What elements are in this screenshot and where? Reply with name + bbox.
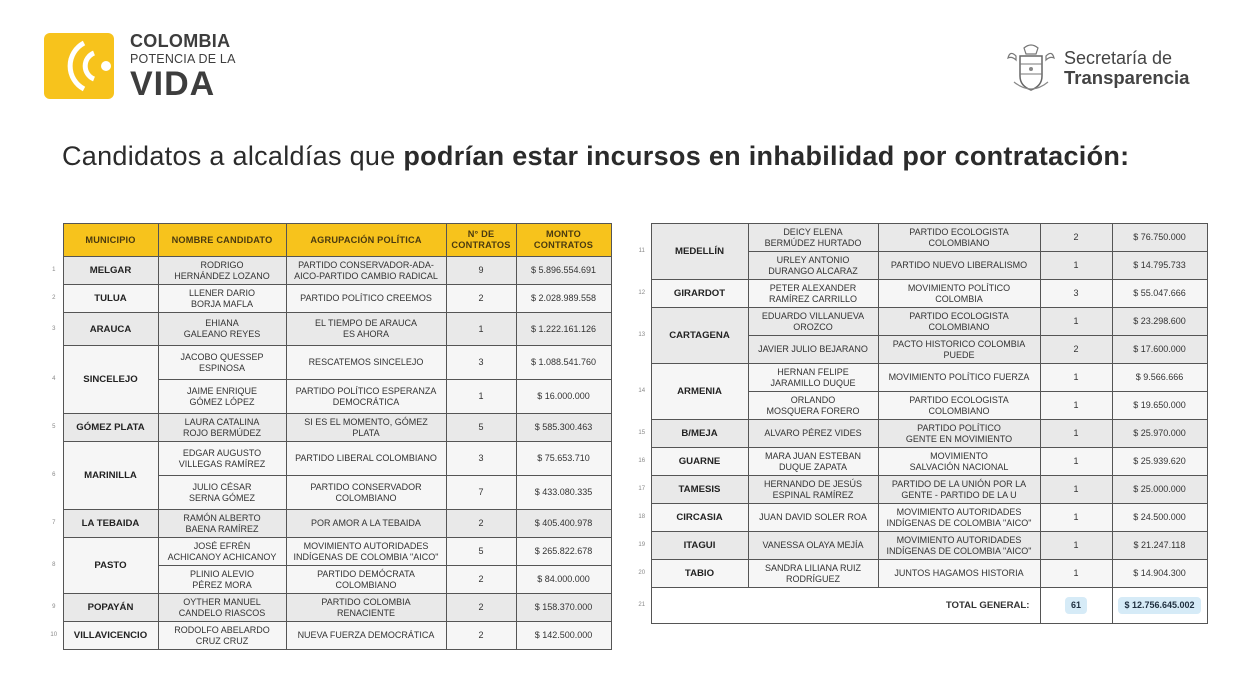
candidate-name-line1: JOSÉ EFRÉN (193, 540, 251, 551)
party-line1: MOVIMIENTO POLÍTICO FUERZA (888, 372, 1030, 382)
candidate-name-line1: URLEY ANTONIO (776, 254, 850, 265)
row-index: 11 (633, 224, 651, 280)
cell-municipio: CIRCASIA (651, 504, 748, 532)
col-header-municipio: MUNICIPIO (63, 224, 158, 257)
cell-amount: $ 25.970.000 (1112, 420, 1207, 448)
party-line1: PARTIDO POLÍTICO CREEMOS (300, 293, 432, 303)
party-line1: NUEVA FUERZA DEMOCRÁTICA (297, 630, 435, 640)
party-line1: PARTIDO DE LA UNIÓN POR LA (891, 478, 1027, 489)
cell-municipio: GIRARDOT (651, 280, 748, 308)
table-row (633, 420, 1207, 448)
candidate-name-line2: DUQUE ZAPATA (778, 461, 847, 472)
row-index: 3 (45, 313, 63, 346)
cell-candidate-name (158, 566, 286, 594)
party-line1: MOVIMIENTO POLÍTICO (907, 282, 1011, 293)
candidate-name-line1: JAIME ENRIQUE (186, 385, 257, 396)
party-line1: PARTIDO CONSERVADOR (310, 481, 422, 492)
cell-contracts: 2 (1040, 336, 1112, 364)
candidate-name-line1: JACOBO QUESSEP (180, 351, 264, 362)
cell-amount: $ 21.247.118 (1112, 532, 1207, 560)
logo-line-secretaria: Secretaría de (1064, 47, 1173, 68)
cell-contracts: 1 (1040, 392, 1112, 420)
cell-amount: $ 1.088.541.760 (516, 346, 611, 380)
table-row (45, 313, 611, 346)
party-line2: RENACIENTE (336, 607, 395, 618)
candidate-name-line1: EDGAR AUGUSTO (182, 447, 262, 458)
total-contracts-cell (1040, 588, 1112, 624)
cell-candidate-name (748, 336, 878, 364)
party-line2: DEMOCRÁTICA (332, 396, 400, 407)
cell-contracts: 1 (1040, 252, 1112, 280)
table-row (633, 280, 1207, 308)
party-line2: COLOMBIANO (928, 237, 990, 248)
cell-party (878, 476, 1040, 504)
cell-municipio: TABIO (651, 560, 748, 588)
candidate-name-line1: JUAN DAVID SOLER ROA (759, 512, 867, 522)
cell-party (878, 280, 1040, 308)
party-line1: PARTIDO ECOLOGISTA (909, 226, 1009, 237)
table-row (633, 504, 1207, 532)
cell-contracts: 1 (446, 380, 516, 414)
cell-amount: $ 55.047.666 (1112, 280, 1207, 308)
candidate-name-line1: OYTHER MANUEL (183, 596, 261, 607)
candidate-name-line1: PLINIO ALEVIO (189, 568, 255, 579)
cell-amount: $ 5.896.554.691 (516, 257, 611, 285)
cell-party (878, 224, 1040, 252)
cell-party (286, 285, 446, 313)
candidate-name-line2: BERMÚDEZ HURTADO (764, 237, 862, 248)
cell-amount: $ 24.500.000 (1112, 504, 1207, 532)
party-line1: POR AMOR A LA TEBAIDA (311, 518, 421, 528)
col-header-agrupacion: AGRUPACIÓN POLÍTICA (286, 224, 446, 257)
cell-candidate-name (748, 420, 878, 448)
candidate-name-line2: RODRÍGUEZ (786, 573, 840, 584)
cell-candidate-name (158, 622, 286, 650)
cell-amount: $ 14.795.733 (1112, 252, 1207, 280)
party-line2: AICO-PARTIDO CAMBIO RADICAL (294, 270, 438, 281)
cell-contracts: 2 (446, 510, 516, 538)
cell-candidate-name (158, 346, 286, 380)
row-index: 2 (45, 285, 63, 313)
row-index: 20 (633, 560, 651, 588)
candidate-name-line1: JULIO CÉSAR (192, 481, 252, 492)
logo-line-colombia: COLOMBIA (130, 31, 231, 51)
row-index: 9 (45, 594, 63, 622)
row-index: 6 (45, 442, 63, 510)
party-line1: MOVIMIENTO AUTORIDADES (896, 506, 1022, 517)
cell-amount: $ 2.028.989.558 (516, 285, 611, 313)
candidate-name-line2: BORJA MAFLA (190, 298, 253, 309)
candidate-name-line1: HERNAN FELIPE (777, 366, 849, 377)
cell-amount: $ 433.080.335 (516, 476, 611, 510)
table-row (45, 285, 611, 313)
colombia-potencia-vida-logo-icon (44, 33, 114, 99)
table-row (45, 594, 611, 622)
table-row (45, 442, 611, 476)
cell-contracts: 3 (446, 442, 516, 476)
cell-candidate-name (158, 510, 286, 538)
total-amount: $ 12.756.645.002 (1118, 597, 1200, 614)
party-line1: PARTIDO NUEVO LIBERALISMO (890, 260, 1028, 270)
party-line1: PARTIDO ECOLOGISTA (909, 310, 1009, 321)
candidate-name-line1: ORLANDO (790, 394, 836, 405)
cell-candidate-name (158, 313, 286, 346)
candidate-name-line2: GÓMEZ LÓPEZ (189, 396, 255, 407)
cell-candidate-name (748, 280, 878, 308)
total-row (633, 588, 1207, 624)
cell-candidate-name (748, 504, 878, 532)
cell-party (878, 364, 1040, 392)
table-row (633, 364, 1207, 392)
party-line2: GENTE - PARTIDO DE LA U (901, 489, 1017, 500)
party-line2: PUEDE (943, 349, 975, 360)
cell-party (878, 448, 1040, 476)
row-index: 1 (45, 257, 63, 285)
cell-contracts: 7 (446, 476, 516, 510)
party-line2: COLOMBIANO (928, 405, 990, 416)
candidate-name-line2: ESPINAL RAMÍREZ (772, 489, 854, 500)
table-row (45, 538, 611, 566)
col-header-nombre: NOMBRE CANDIDATO (158, 224, 286, 257)
party-line2: ES AHORA (342, 329, 389, 339)
candidate-name-line2: BAENA RAMÍREZ (185, 523, 259, 534)
cell-party (878, 252, 1040, 280)
cell-party (286, 380, 446, 414)
cell-candidate-name (748, 476, 878, 504)
party-line2: COLOMBIANO (335, 492, 397, 503)
cell-candidate-name (158, 442, 286, 476)
table-row (633, 224, 1207, 252)
party-line1: MOVIMIENTO (930, 450, 988, 461)
candidate-name-line2: JARAMILLO DUQUE (770, 377, 856, 388)
cell-contracts: 1 (1040, 308, 1112, 336)
cell-amount: $ 9.566.666 (1112, 364, 1207, 392)
party-line1: RESCATEMOS SINCELEJO (308, 357, 424, 367)
cell-candidate-name (158, 257, 286, 285)
party-line2: COLOMBIANO (335, 579, 397, 590)
table-row (633, 476, 1207, 504)
party-line1: JUNTOS HAGAMOS HISTORIA (894, 568, 1024, 578)
cell-party (286, 538, 446, 566)
cell-amount: $ 585.300.463 (516, 414, 611, 442)
cell-party (286, 476, 446, 510)
cell-municipio: PASTO (63, 538, 158, 594)
cell-contracts: 2 (446, 622, 516, 650)
cell-contracts: 1 (1040, 532, 1112, 560)
cell-candidate-name (748, 252, 878, 280)
cell-party (878, 392, 1040, 420)
cell-party (878, 336, 1040, 364)
candidate-name-line1: SANDRA LILIANA RUIZ (764, 562, 862, 573)
cell-contracts: 1 (1040, 364, 1112, 392)
cell-party (286, 622, 446, 650)
cell-party (286, 594, 446, 622)
cell-candidate-name (748, 392, 878, 420)
row-index: 8 (45, 538, 63, 594)
candidate-name-line1: DEICY ELENA (783, 226, 843, 237)
cell-municipio: MEDELLÍN (651, 224, 748, 280)
cell-contracts: 5 (446, 414, 516, 442)
candidate-name-line1: RODRIGO (200, 259, 244, 270)
candidate-name-line1: EDUARDO VILLANUEVA (761, 310, 865, 321)
candidate-name-line2: ROJO BERMÚDEZ (182, 427, 261, 438)
party-line1: PACTO HISTORICO COLOMBIA (892, 338, 1026, 349)
cell-municipio: TAMESIS (651, 476, 748, 504)
candidate-name-line1: LAURA CATALINA (184, 416, 260, 427)
party-line1: MOVIMIENTO AUTORIDADES (303, 540, 429, 551)
cell-contracts: 3 (446, 346, 516, 380)
cell-contracts: 9 (446, 257, 516, 285)
cell-candidate-name (748, 560, 878, 588)
cell-candidate-name (748, 448, 878, 476)
table-row (45, 257, 611, 285)
candidate-name-line2: VILLEGAS RAMÍREZ (178, 458, 266, 469)
candidate-name-line1: MARA JUAN ESTEBAN (764, 450, 862, 461)
row-index: 12 (633, 280, 651, 308)
cell-amount: $ 76.750.000 (1112, 224, 1207, 252)
cell-amount: $ 405.400.978 (516, 510, 611, 538)
cell-candidate-name (748, 224, 878, 252)
cell-municipio: SINCELEJO (63, 346, 158, 414)
title-regular: Candidatos a alcaldías que (62, 141, 404, 171)
cell-amount: $ 16.000.000 (516, 380, 611, 414)
cell-municipio: TULUA (63, 285, 158, 313)
candidate-name-line1: ALVARO PÉREZ VIDES (764, 428, 862, 438)
candidate-name-line2: CANDELO RIASCOS (178, 607, 266, 618)
party-line1: PARTIDO CONSERVADOR-ADA- (298, 259, 434, 270)
candidate-name-line2: GALEANO REYES (183, 329, 261, 339)
table-row (45, 622, 611, 650)
cell-municipio: VILLAVICENCIO (63, 622, 158, 650)
cell-contracts: 2 (446, 566, 516, 594)
table-row (633, 308, 1207, 336)
party-line1: MOVIMIENTO AUTORIDADES (896, 534, 1022, 545)
cell-contracts: 5 (446, 538, 516, 566)
party-line2: COLOMBIA (935, 293, 983, 304)
row-index: 15 (633, 420, 651, 448)
party-line2: GENTE EN MOVIMIENTO (905, 433, 1013, 444)
cell-contracts: 1 (1040, 420, 1112, 448)
candidate-name-line2: DURANGO ALCARAZ (768, 265, 858, 276)
party-line2: SALVACIÓN NACIONAL (909, 461, 1009, 472)
title-bold: podrían estar incursos en inhabilidad por contratación: (403, 141, 1130, 171)
party-line2: INDÍGENAS DE COLOMBIA "AICO" (886, 545, 1032, 556)
row-index: 10 (45, 622, 63, 650)
candidate-name-line1: RAMÓN ALBERTO (183, 512, 261, 523)
cell-party (286, 313, 446, 346)
party-line1: SI ES EL MOMENTO, GÓMEZ (304, 416, 428, 427)
party-line1: PARTIDO LIBERAL COLOMBIANO (295, 453, 437, 463)
party-line1: PARTIDO ECOLOGISTA (909, 394, 1009, 405)
cell-candidate-name (158, 414, 286, 442)
cell-amount: $ 75.653.710 (516, 442, 611, 476)
cell-amount: $ 25.939.620 (1112, 448, 1207, 476)
cell-candidate-name (158, 594, 286, 622)
col-header-contratos: N° DE CONTRATOS (446, 224, 516, 257)
cell-municipio: ITAGUI (651, 532, 748, 560)
candidate-name-line2: OROZCO (793, 321, 833, 332)
candidates-table-left (45, 223, 612, 650)
candidate-name-line2: HERNÁNDEZ LOZANO (174, 270, 270, 281)
cell-party (878, 504, 1040, 532)
cell-contracts: 3 (1040, 280, 1112, 308)
party-line1: EL TIEMPO DE ARAUCA (314, 318, 418, 328)
cell-party (878, 420, 1040, 448)
candidate-name-line2: SERNA GÓMEZ (188, 492, 255, 503)
cell-municipio: LA TEBAIDA (63, 510, 158, 538)
cell-municipio: ARAUCA (63, 313, 158, 346)
table-row (45, 346, 611, 380)
table-row (633, 560, 1207, 588)
cell-amount: $ 84.000.000 (516, 566, 611, 594)
table-row (633, 532, 1207, 560)
cell-contracts: 1 (1040, 476, 1112, 504)
page-title (62, 142, 1160, 171)
cell-municipio: ARMENIA (651, 364, 748, 420)
row-index: 13 (633, 308, 651, 364)
cell-amount: $ 158.370.000 (516, 594, 611, 622)
candidate-name-line2: CRUZ CRUZ (195, 635, 249, 646)
logo-line-transparencia: Transparencia (1064, 66, 1190, 88)
total-amount-cell (1112, 588, 1207, 624)
cell-amount: $ 19.650.000 (1112, 392, 1207, 420)
cell-amount: $ 14.904.300 (1112, 560, 1207, 588)
cell-contracts: 1 (1040, 504, 1112, 532)
cell-municipio: GUARNE (651, 448, 748, 476)
party-line2: PLATA (352, 427, 380, 438)
cell-candidate-name (748, 532, 878, 560)
candidate-name-line2: RAMÍREZ CARRILLO (768, 293, 857, 304)
candidate-name-line2: ACHICANOY ACHICANOY (167, 551, 277, 562)
cell-municipio: CARTAGENA (651, 308, 748, 364)
candidates-table-right (633, 223, 1208, 624)
row-index: 16 (633, 448, 651, 476)
party-line1: PARTIDO DEMÓCRATA (317, 568, 415, 579)
candidate-name-line2: ESPINOSA (198, 362, 245, 373)
row-index: 18 (633, 504, 651, 532)
total-label: TOTAL GENERAL: (651, 588, 1040, 624)
candidate-name-line2: MOSQUERA FORERO (766, 405, 860, 416)
party-line2: COLOMBIANO (928, 321, 990, 332)
cell-contracts: 1 (1040, 448, 1112, 476)
cell-municipio: POPAYÁN (63, 594, 158, 622)
table-row (45, 510, 611, 538)
cell-contracts: 2 (1040, 224, 1112, 252)
colombia-coat-of-arms-icon (1006, 42, 1056, 94)
cell-party (286, 566, 446, 594)
cell-contracts: 2 (446, 285, 516, 313)
col-header-monto: MONTO CONTRATOS (516, 224, 611, 257)
cell-contracts: 2 (446, 594, 516, 622)
cell-party (286, 510, 446, 538)
cell-candidate-name (158, 285, 286, 313)
candidate-name-line1: HERNANDO DE JESÚS (763, 478, 862, 489)
party-line1: PARTIDO COLOMBIA (321, 596, 411, 607)
row-index: 19 (633, 532, 651, 560)
cell-amount: $ 1.222.161.126 (516, 313, 611, 346)
cell-amount: $ 265.822.678 (516, 538, 611, 566)
cell-contracts: 1 (1040, 560, 1112, 588)
cell-amount: $ 17.600.000 (1112, 336, 1207, 364)
party-line2: INDÍGENAS DE COLOMBIA "AICO" (886, 517, 1032, 528)
candidate-name-line1: LLENER DARIO (188, 287, 256, 298)
party-line2: INDÍGENAS DE COLOMBIA "AICO" (293, 551, 439, 562)
cell-amount: $ 142.500.000 (516, 622, 611, 650)
colombia-potencia-vida-logo (44, 32, 236, 101)
cell-candidate-name (158, 476, 286, 510)
candidate-name-line1: VANESSA OLAYA MEJÍA (762, 540, 864, 550)
logo-line-vida: VIDA (130, 64, 216, 103)
cell-municipio: GÓMEZ PLATA (63, 414, 158, 442)
party-line1: PARTIDO POLÍTICO ESPERANZA (295, 385, 437, 396)
candidate-name-line1: EHIANA (205, 318, 239, 328)
candidate-name-line1: PETER ALEXANDER (769, 282, 857, 293)
candidate-name-line1: JAVIER JULIO BEJARANO (758, 344, 868, 354)
row-index: 17 (633, 476, 651, 504)
candidate-name-line1: RODOLFO ABELARDO (174, 624, 270, 635)
row-index: 5 (45, 414, 63, 442)
row-index: 4 (45, 346, 63, 414)
candidate-name-line2: PÉREZ MORA (192, 579, 252, 590)
cell-party (878, 532, 1040, 560)
cell-candidate-name (158, 538, 286, 566)
row-index: 14 (633, 364, 651, 420)
party-line1: PARTIDO POLÍTICO (917, 422, 1001, 433)
cell-amount: $ 23.298.600 (1112, 308, 1207, 336)
cell-party (878, 308, 1040, 336)
cell-party (286, 442, 446, 476)
cell-party (878, 560, 1040, 588)
cell-municipio: MELGAR (63, 257, 158, 285)
cell-party (286, 346, 446, 380)
cell-amount: $ 25.000.000 (1112, 476, 1207, 504)
secretaria-transparencia-logo (1006, 42, 1189, 94)
table-row (633, 448, 1207, 476)
row-index: 7 (45, 510, 63, 538)
cell-municipio: B/MEJA (651, 420, 748, 448)
table-row (45, 414, 611, 442)
cell-municipio: MARINILLA (63, 442, 158, 510)
cell-candidate-name (748, 308, 878, 336)
cell-contracts: 1 (446, 313, 516, 346)
row-index: 21 (633, 588, 651, 624)
cell-party (286, 257, 446, 285)
cell-candidate-name (748, 364, 878, 392)
cell-candidate-name (158, 380, 286, 414)
total-contracts: 61 (1065, 597, 1087, 614)
cell-party (286, 414, 446, 442)
logo-line-potencia: POTENCIA DE LA (130, 52, 236, 66)
